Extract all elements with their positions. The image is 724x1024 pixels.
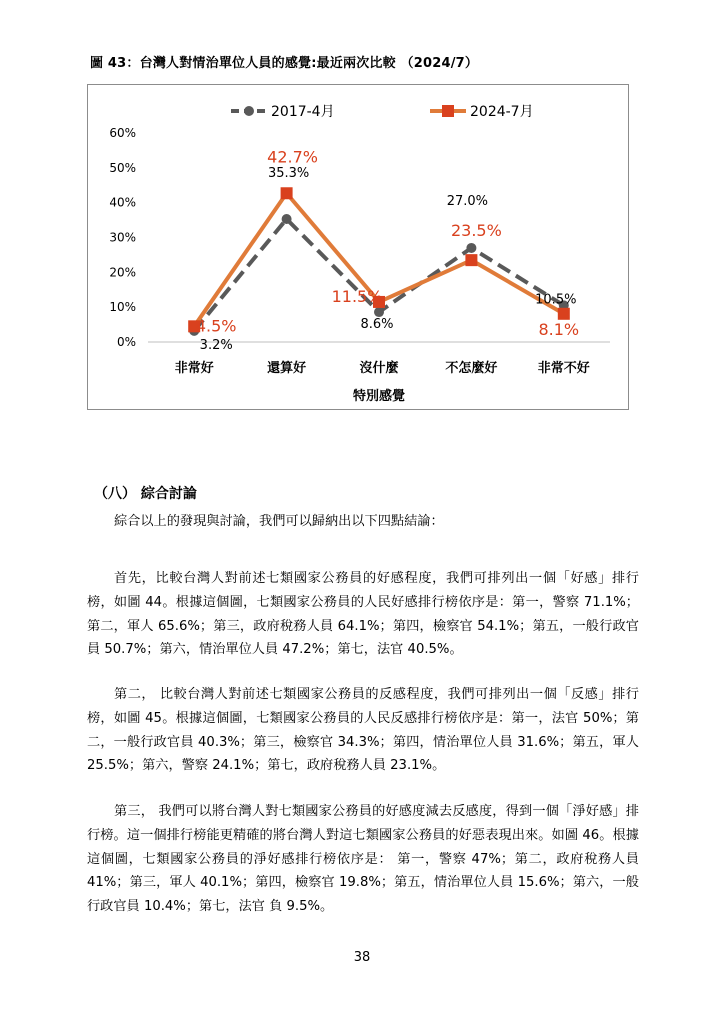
data-label-2024: 4.5% [195, 316, 237, 336]
x-tick-label: 非常不好 [537, 361, 590, 376]
legend-label: 2024-7月 [470, 104, 534, 120]
x-axis-title: 特別感覺 [352, 389, 406, 404]
data-point-2024 [281, 187, 293, 199]
section-heading: （八） 綜合討論 [94, 486, 197, 502]
data-label-2024: 8.1% [538, 319, 580, 339]
x-tick-label: 還算好 [267, 361, 307, 376]
x-tick-label: 不怎麼好 [445, 361, 498, 376]
chart-svg [88, 85, 628, 409]
data-label-2017: 10.5% [535, 292, 577, 308]
legend-label: 2017-4月 [271, 104, 335, 120]
data-label-2017: 8.6% [360, 317, 394, 333]
legend-marker-2024 [442, 105, 454, 117]
y-tick-label: 10% [109, 300, 136, 315]
paragraph-second: 第二， 比較台灣人對前述七類國家公務員的反感程度，我們可排列出一個「反感」排行榜，如圖 45。根據這個圖，七類國家公務員的人民反感排行榜依序是：第一，法官 50%；第二，一般行政官員 40.3%；第三，檢察官 34.3%；第四，情治單位人員 31.6%；第五，軍人 25.5%；第六，警察 24.1%；第七，政府稅務人員 23.1%。 [87, 687, 639, 774]
data-point-2017 [374, 307, 384, 317]
y-tick-label: 40% [109, 195, 136, 210]
y-tick-label: 50% [109, 160, 136, 175]
y-tick-label: 20% [109, 265, 136, 280]
data-label-2024: 11.5% [331, 286, 383, 306]
data-label-2024: 23.5% [450, 221, 502, 241]
y-tick-label: 60% [109, 126, 136, 140]
y-tick-label: 0% [116, 335, 136, 349]
paragraph-first: 首先，比較台灣人對前述七類國家公務員的好感程度，我們可排列出一個「好感」排行榜，如圖 44。根據這個圖，七類國家公務員的人民好感排行榜依序是：第一，警察 71.1%；第二，軍人 65.6%；第三，政府稅務人員 64.1%；第四，檢察官 54.1%；第五，一般行政官員 50.7%；第六，情治單位人員 47.2%；第七，法官 40.5%。 [87, 571, 639, 658]
line-chart [87, 84, 629, 410]
data-label-2017: 27.0% [446, 193, 489, 209]
paragraph-third: 第三， 我們可以將台灣人對七類國家公務員的好感度減去反感度，得到一個「淨好感」排行榜。這一個排行榜能更精確的將台灣人對這七類國家公務員的好惡表現出來。如圖 46。根據這個圖，七類國家公務員的淨好感排行榜依序是： 第一，警察 47%；第二，政府稅務人員 41%；第三，軍人 40.1%；第四，檢察官 19.8%；第五，情治單位人員 15.6%；第六，一般行政官員 10.4%；第七，法官 負 9.5%。 [87, 804, 639, 915]
data-point-2024 [558, 308, 570, 320]
data-label-2017: 35.3% [267, 166, 310, 182]
legend-marker-2017 [244, 106, 254, 116]
data-label-2017: 3.2% [199, 337, 233, 353]
data-point-2017 [466, 243, 476, 253]
y-tick-label: 30% [109, 230, 136, 245]
data-point-2017 [282, 214, 292, 224]
figure-caption: 圖 43：台灣人對情治單位人員的感覺:最近兩次比較 （2024/7） [90, 56, 479, 71]
x-tick-label: 沒什麼 [359, 361, 399, 376]
page-number: 38 [353, 950, 371, 965]
paragraph-intro: 綜合以上的發現與討論，我們可以歸納出以下四點結論： [114, 514, 444, 529]
x-tick-label: 非常好 [174, 361, 214, 376]
data-label-2024: 42.7% [267, 147, 319, 167]
data-point-2024 [465, 254, 477, 266]
